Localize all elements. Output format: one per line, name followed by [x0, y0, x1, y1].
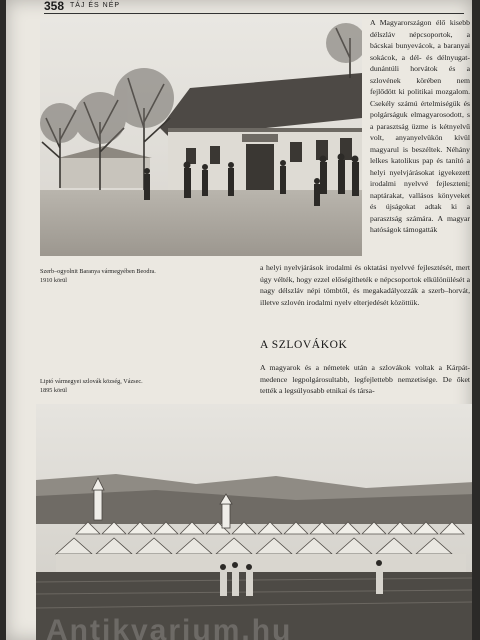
- village-street-photo: [40, 18, 362, 256]
- section-heading: A SZLOVÁKOK: [260, 339, 348, 351]
- photo2-caption: Liptó vármegyei szlovák község, Vázsec. 1895 körül: [40, 378, 143, 394]
- village-panorama-photo: [36, 404, 472, 640]
- watermark: Antikvarium.hu: [46, 614, 293, 640]
- page-header: [44, 0, 344, 14]
- section-paragraph: A magyarok és a németek után a szlovákok voltak a Kárpát-medence legpolgárosultabb, legfejlettebb nemzetisége. De őket tették a legsúlyosabb etnikai és társa-: [260, 363, 470, 396]
- photo1-caption: Szerb–ogyolnit Baranya vármegyében Beodra. 1910 körül: [40, 268, 156, 284]
- right-column-text: A Magyarországon élő kisebb délszláv népcsoportok, a bácskai bunyevácok, a baranyai sokácok, a dél- és délnyugat-dunántúli horvátok és a szlovének körében nem fejlődött ki politikai mozgalom. Csekély számú értelmiségük és polgárságuk elmagyarosodott, s a parasztság üzme is kétnyelvű volt, anyanyelvükön kívül magyarul is beszéltek. Néhány lelkes katolikus pap és tanító a helyi nyelvjárásokat igyekezett irodalmi nyelvvé fejleszteni; naptárakat, vallásos könyveket és újságokat adtak ki a parasztság számára. A magyar hatóságok támogatták: [370, 18, 470, 234]
- running-title: TÁJ ÉS NÉP: [70, 2, 121, 9]
- body-paragraph: a helyi nyelvjárások irodalmi és oktatási nyelvvé fejlesztését, mert úgy vélték, hogy ezzel előségítheték e népcsoportok elkülönülését a nagy délszláv népi tömbtől, és megakadályozzák a szerb–horvát, illetve szlovén irodalmi nyelv elterjedését közöttük.: [260, 263, 470, 307]
- book-page: [6, 0, 472, 640]
- header-rule: [44, 13, 464, 14]
- page-number: 358: [44, 0, 65, 13]
